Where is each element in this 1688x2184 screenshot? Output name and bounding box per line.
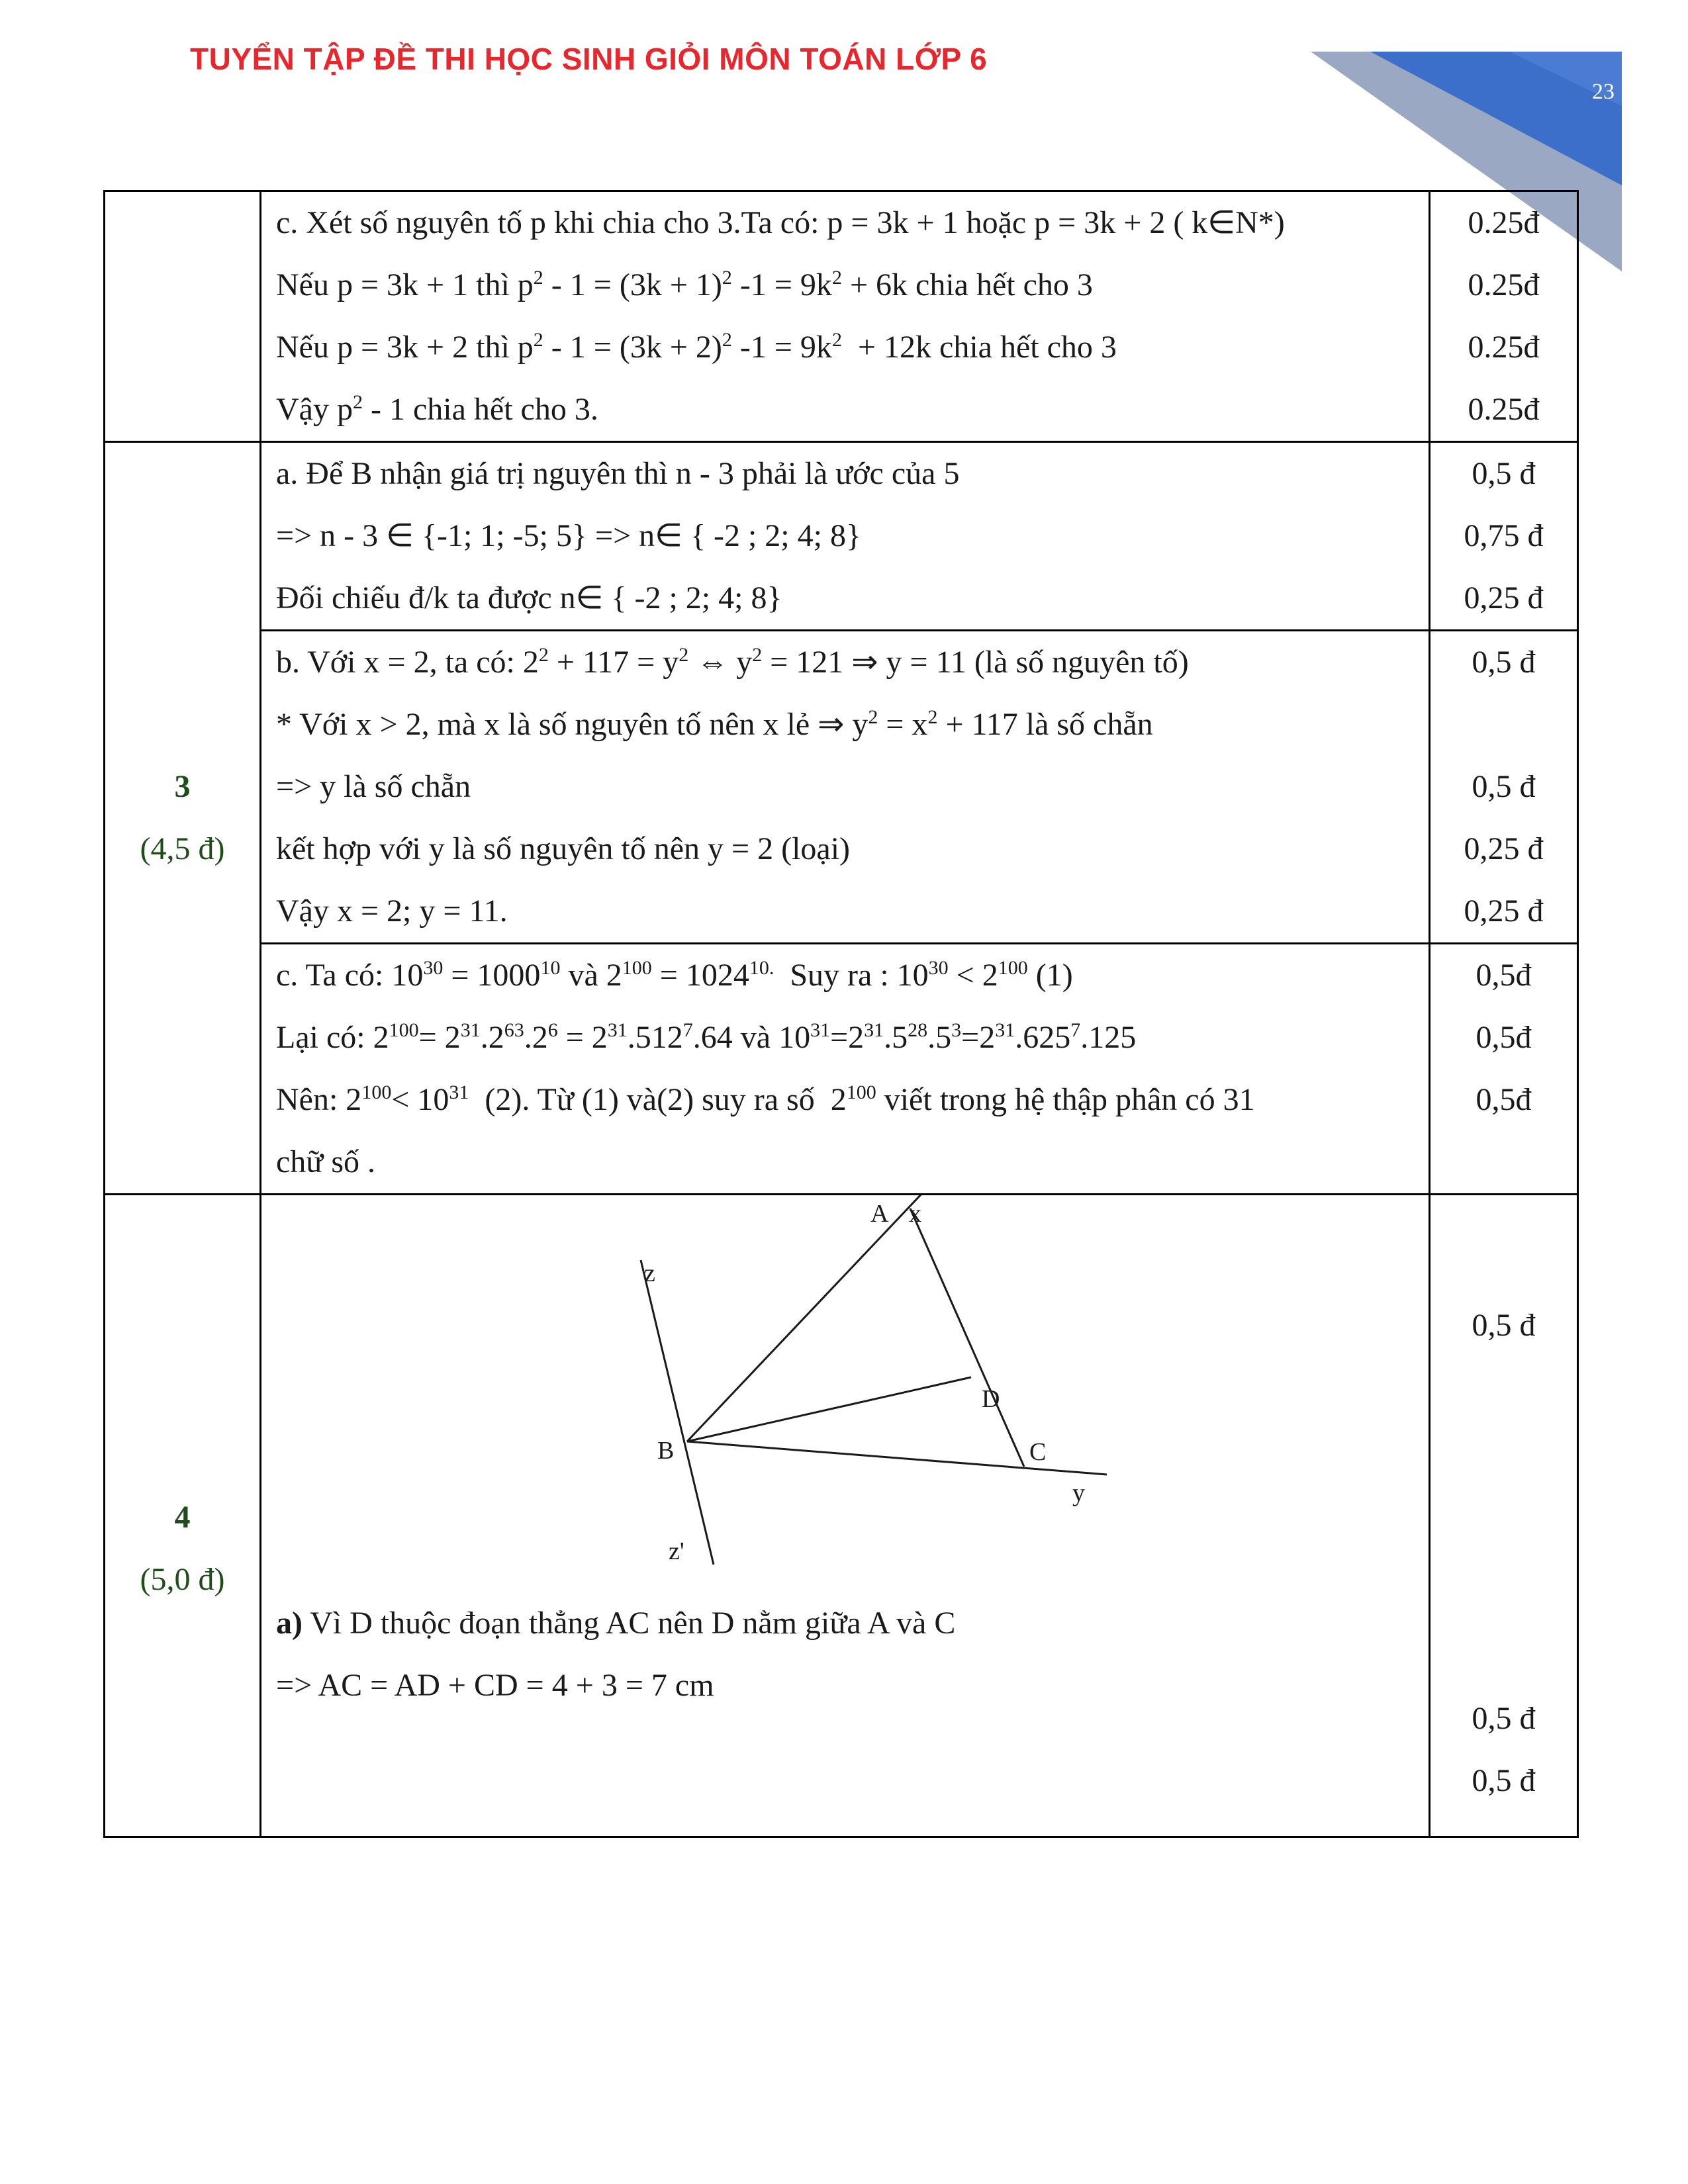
solution-line: * Với x > 2, mà x là số nguyên tố nên x lẻ ⇒ $y^2 = x^2 + 117$ là số chẵn bbox=[276, 706, 1153, 742]
score-value: 0,5 đ bbox=[1472, 456, 1536, 491]
score-value: 0.25đ bbox=[1468, 205, 1540, 240]
solution-line: Đối chiếu đ/k ta được n∈ { -2 ; 2; 4; 8} bbox=[276, 580, 782, 615]
score-cell bbox=[1430, 1195, 1578, 1837]
label-x: x bbox=[909, 1200, 921, 1228]
solution-line: a. Để B nhận giá trị nguyên thì n - 3 phải là ước của 5 bbox=[276, 456, 960, 491]
geometry-figure bbox=[261, 1195, 1429, 1592]
solution-cell bbox=[261, 442, 1430, 631]
table-row bbox=[105, 1195, 1578, 1837]
score-value: 0,5 đ bbox=[1472, 1308, 1536, 1343]
score-value: 0,5 đ bbox=[1472, 769, 1536, 804]
question-number: 4 bbox=[174, 1500, 191, 1535]
solution-line: Nếu p = 3k + 2 thì $p^2 - 1 = (3k + 2)^2$ $-1 = 9k^2 + 12k$ chia hết cho 3 bbox=[276, 329, 1117, 365]
score-value: 0,5 đ bbox=[1472, 1701, 1536, 1736]
label-z-prime: z' bbox=[669, 1537, 684, 1565]
question-cell bbox=[105, 1195, 261, 1837]
solution-line: Vậy x = 2; y = 11. bbox=[276, 893, 508, 929]
score-cell bbox=[1430, 442, 1578, 631]
solution-line: Nên: $2^{100}< 10^{31}$ (2). Từ (1) và(2) suy ra số $2^{100}$ viết trong hệ thập phân có 31 bbox=[276, 1081, 1255, 1117]
page-number: 23 bbox=[1592, 79, 1615, 104]
solution-line: Vậy $p^2 - 1$ chia hết cho 3. bbox=[276, 391, 598, 427]
solution-line: chữ số . bbox=[276, 1144, 375, 1179]
score-value: 0.25đ bbox=[1468, 330, 1540, 365]
table-row bbox=[105, 191, 1578, 442]
solution-line: => AC = AD + CD = 4 + 3 = 7 cm bbox=[276, 1668, 714, 1703]
question-points: (4,5 đ) bbox=[140, 831, 225, 866]
document-header-title: TUYỂN TẬP ĐỀ THI HỌC SINH GIỎI MÔN TOÁN LỚP 6 bbox=[190, 42, 988, 76]
label-D: D bbox=[982, 1385, 1000, 1413]
answer-table bbox=[103, 190, 1579, 1838]
score-value: 0,25 đ bbox=[1464, 893, 1544, 929]
line-bx bbox=[687, 1195, 923, 1441]
label-B: B bbox=[657, 1437, 675, 1465]
score-value bbox=[1430, 694, 1577, 756]
part-label: a) bbox=[276, 1606, 303, 1641]
label-A: A bbox=[870, 1200, 889, 1228]
line-bd bbox=[687, 1377, 971, 1441]
question-cell bbox=[105, 442, 261, 1195]
question-cell-empty bbox=[105, 191, 261, 442]
score-value: 0.25đ bbox=[1468, 267, 1540, 302]
solution-line: a) Vì D thuộc đoạn thẳng AC nên D nằm giữa A và C bbox=[276, 1606, 956, 1641]
label-y: y bbox=[1072, 1479, 1085, 1507]
score-value: 0,75 đ bbox=[1464, 518, 1544, 553]
solution-line: c. Xét số nguyên tố p khi chia cho 3.Ta có: p = 3k + 1 hoặc p = 3k + 2 ( k∈N*) bbox=[276, 205, 1285, 240]
solution-line: Lại có: $2^{100}= 2^{31}.2^{63}.2^6 = 2^{31}.512^7.64$ và $10^{31}=2^{31}.5^{28}.5^3=2^{31}.625^7.125$ bbox=[276, 1019, 1137, 1055]
solution-cell bbox=[261, 944, 1430, 1195]
solution-line: Nếu p = 3k + 1 thì $p^2 - 1 = (3k + 1)^2$ $-1 = 9k^2 + 6k$ chia hết cho 3 bbox=[276, 267, 1093, 302]
score-value: 0,5đ bbox=[1476, 1020, 1532, 1055]
score-value: 0,25 đ bbox=[1464, 831, 1544, 866]
table-row bbox=[105, 631, 1578, 944]
solution-line: => y là số chẵn bbox=[276, 769, 471, 804]
table-row bbox=[105, 442, 1578, 631]
line-ac bbox=[910, 1208, 1024, 1467]
solution-cell bbox=[261, 1195, 1430, 1837]
solution-line: kết hợp với y là số nguyên tố nên y = 2 (loại) bbox=[276, 831, 851, 866]
score-value: 0,5 đ bbox=[1472, 1763, 1536, 1798]
label-z: z bbox=[644, 1259, 655, 1287]
score-value: 0.25đ bbox=[1468, 392, 1540, 427]
score-value: 0,5đ bbox=[1476, 1082, 1532, 1117]
question-number: 3 bbox=[174, 769, 191, 804]
solution-line: c. Ta có: $10^{30} = 1000^{10}$ và $2^{100} = 1024^{10.}$ Suy ra : $10^{30} < 2^{100}$ (1) bbox=[276, 957, 1073, 993]
solution-line: => n - 3 ∈ {-1; 1; -5; 5} => n∈ { -2 ; 2; 4; 8} bbox=[276, 518, 862, 553]
line-zz bbox=[641, 1260, 714, 1565]
score-cell bbox=[1430, 631, 1578, 944]
score-cell bbox=[1430, 944, 1578, 1195]
solution-line: b. Với x = 2, ta có: $2^2 + 117 = y^2$ ⇔ $y^2 = 121$ ⇒ y = 11 (là số nguyên tố) bbox=[276, 644, 1189, 680]
score-cell bbox=[1430, 191, 1578, 442]
score-value: 0,5đ bbox=[1476, 958, 1532, 993]
solution-cell bbox=[261, 191, 1430, 442]
score-value: 0,5 đ bbox=[1472, 645, 1536, 680]
table-row bbox=[105, 944, 1578, 1195]
geometry-diagram bbox=[261, 1195, 1430, 1592]
question-points: (5,0 đ) bbox=[140, 1562, 225, 1597]
label-C: C bbox=[1029, 1438, 1047, 1466]
score-value: 0,25 đ bbox=[1464, 580, 1544, 615]
solution-cell bbox=[261, 631, 1430, 944]
